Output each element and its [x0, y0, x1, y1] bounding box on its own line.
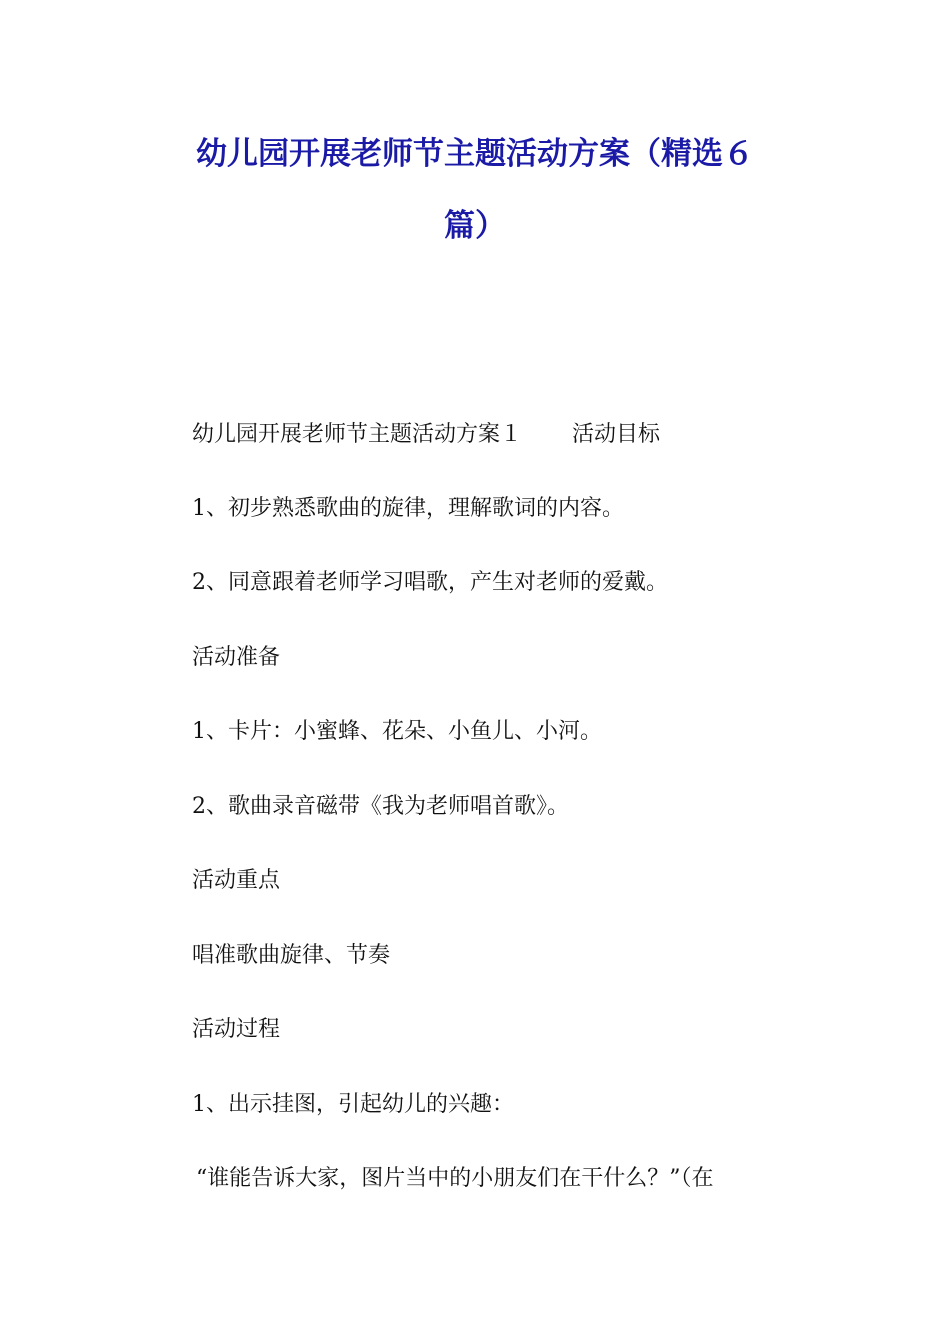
- document-title-line-2: 篇）: [444, 208, 506, 244]
- section-heading-row: [192, 420, 660, 450]
- paragraph: “谁能告诉大家，图片当中的小朋友们在干什么？”（在: [196, 1166, 714, 1191]
- paragraph: 2、歌曲录音磁带《我为老师唱首歌》。: [192, 794, 569, 819]
- section-heading: 幼儿园开展老师节主题活动方案１: [192, 422, 523, 447]
- paragraph: 1、初步熟悉歌曲的旋律，理解歌词的内容。: [192, 496, 624, 521]
- section-subheading: 活动目标: [572, 422, 661, 447]
- document-title-line-1: 幼儿园开展老师节主题活动方案（精选６: [196, 136, 754, 172]
- heading-activity-preparation: 活动准备: [192, 645, 281, 670]
- heading-activity-process: 活动过程: [192, 1017, 281, 1042]
- paragraph: 1、出示挂图，引起幼儿的兴趣：: [192, 1092, 514, 1117]
- paragraph: 2、同意跟着老师学习唱歌，产生对老师的爱戴。: [192, 570, 668, 595]
- heading-activity-focus: 活动重点: [192, 868, 281, 893]
- paragraph: 1、卡片：小蜜蜂、花朵、小鱼儿、小河。: [192, 719, 602, 744]
- paragraph: 唱准歌曲旋律、节奏: [192, 943, 391, 968]
